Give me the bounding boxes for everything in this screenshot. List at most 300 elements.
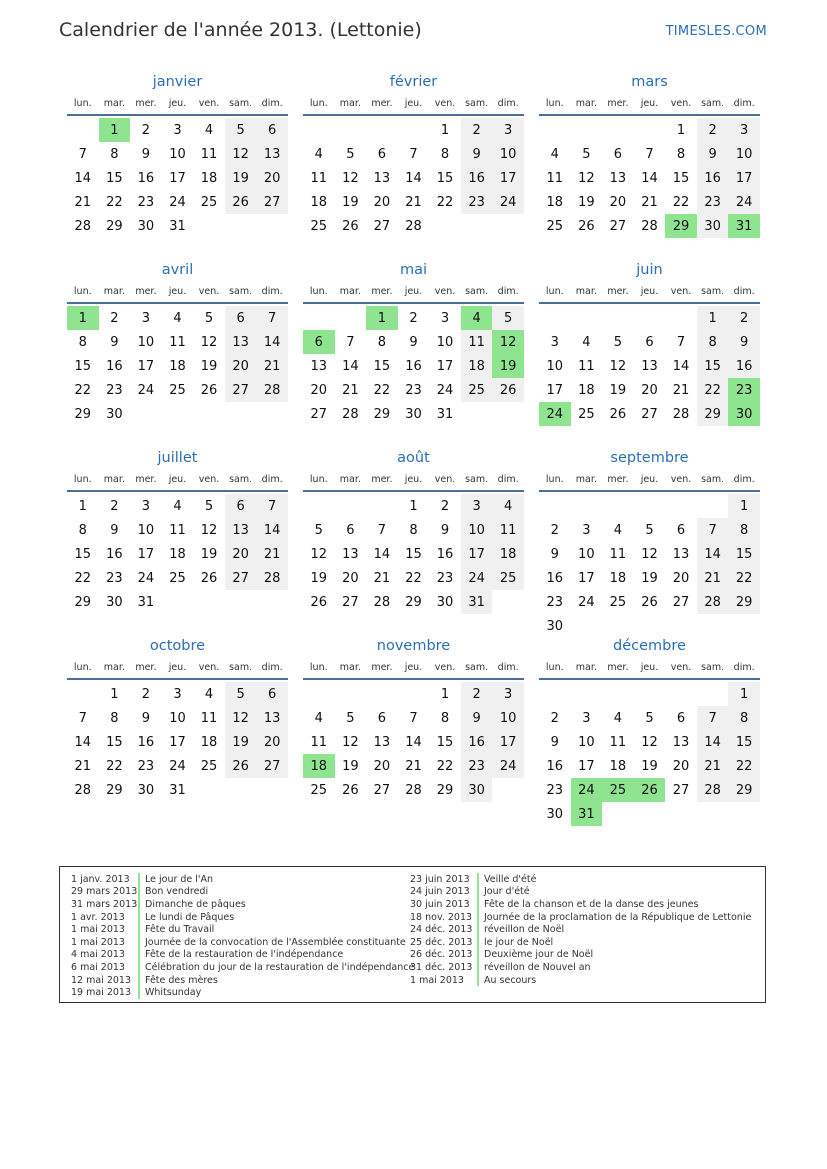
day-cell: 12 [310, 546, 328, 562]
day-cell: 27 [225, 566, 257, 590]
day-grid [539, 118, 760, 238]
weekday-header [67, 468, 288, 492]
day-cell: 19 [342, 194, 359, 210]
day-cell: 6 [225, 494, 257, 518]
day-cell: 3 [173, 122, 182, 138]
empty-cell [571, 118, 603, 142]
legend-marker [477, 961, 479, 974]
holiday-day-cell: 24 [539, 402, 571, 426]
day-cell: 15 [436, 734, 454, 750]
day-cell: 11 [578, 358, 595, 374]
day-cell: 5 [613, 334, 623, 350]
day-cell: 3 [492, 118, 524, 142]
day-cell: 5 [204, 310, 214, 326]
holiday-day-cell: 26 [634, 778, 666, 802]
day-cell: 29 [74, 406, 92, 422]
legend-marker [477, 886, 479, 899]
day-cell: 25 [310, 218, 328, 234]
day-cell: 25 [169, 382, 186, 398]
month-calendar [67, 260, 288, 448]
weekday-label: mer. [135, 98, 157, 109]
day-cell: 20 [672, 570, 690, 586]
empty-cell [67, 682, 99, 706]
weekday-label: dim. [733, 286, 755, 297]
holiday-day-cell: 29 [665, 214, 697, 238]
weekday-label: lun. [309, 662, 328, 673]
day-cell: 14 [342, 358, 359, 374]
day-cell: 16 [436, 546, 454, 562]
day-cell: 13 [373, 170, 391, 186]
day-cell: 19 [578, 194, 595, 210]
empty-cell [697, 494, 729, 518]
weekday-label: ven. [670, 662, 692, 673]
legend-holiday-name: Célébration du jour de la restauration de l'indépendance [145, 961, 415, 973]
month-calendar [67, 448, 288, 636]
holiday-day-cell: 23 [728, 378, 760, 402]
month-calendar [303, 260, 524, 448]
day-cell: 26 [609, 406, 627, 422]
legend-row [71, 986, 414, 999]
day-cell: 14 [405, 734, 422, 750]
legend-row [410, 949, 751, 962]
weekday-label: sam. [701, 98, 725, 109]
weekday-label: mar. [103, 286, 125, 297]
day-cell: 16 [461, 730, 493, 754]
empty-cell [602, 118, 634, 142]
empty-cell [571, 682, 603, 706]
weekday-label: mer. [371, 98, 393, 109]
month-name: octobre [149, 638, 206, 654]
day-cell: 27 [256, 190, 288, 214]
day-cell: 14 [405, 170, 422, 186]
month-name: novembre [376, 638, 451, 654]
legend-date: 6 mai 2013 [71, 961, 125, 973]
legend-date: 26 déc. 2013 [410, 949, 473, 961]
day-cell: 11 [200, 146, 218, 162]
weekday-label: mar. [339, 98, 361, 109]
day-cell: 12 [641, 546, 658, 562]
holiday-day-cell: 19 [492, 354, 524, 378]
holiday-day-cell: 31 [728, 214, 760, 238]
legend-row [71, 873, 414, 886]
day-cell: 15 [697, 354, 729, 378]
day-cell: 3 [141, 498, 151, 514]
legend-date: 31 déc. 2013 [410, 961, 473, 973]
day-cell: 22 [106, 758, 123, 774]
day-cell: 28 [405, 218, 422, 234]
legend-row [71, 886, 414, 899]
holiday-day-cell: 12 [492, 330, 524, 354]
day-cell: 5 [346, 146, 355, 162]
month-name: mars [631, 74, 668, 90]
day-cell: 22 [697, 378, 729, 402]
weekday-label: jeu. [640, 286, 659, 297]
legend-date: 25 déc. 2013 [410, 936, 473, 948]
legend-marker [477, 898, 479, 911]
weekday-label: jeu. [640, 474, 659, 485]
day-cell: 7 [676, 334, 686, 350]
weekday-label: mar. [103, 474, 125, 485]
legend-holiday-name: Bon vendredi [145, 886, 209, 898]
page-title: Calendrier de l'année 2013. (Lettonie) [59, 19, 422, 41]
weekday-label: mar. [339, 662, 361, 673]
legend-holiday-name: Fête des mères [145, 974, 218, 986]
day-cell: 20 [342, 570, 359, 586]
weekday-label: dim. [261, 98, 283, 109]
day-cell: 10 [436, 334, 454, 350]
empty-cell [335, 306, 367, 330]
day-cell: 18 [546, 194, 564, 210]
weekday-label: ven. [434, 474, 456, 485]
weekday-label: ven. [198, 286, 220, 297]
day-cell: 8 [110, 710, 119, 726]
day-cell: 25 [200, 194, 218, 210]
month-calendar [303, 448, 524, 636]
weekday-label: mer. [135, 662, 157, 673]
day-cell: 23 [697, 190, 729, 214]
day-cell: 22 [436, 194, 454, 210]
day-cell: 10 [169, 710, 186, 726]
weekday-label: jeu. [168, 286, 187, 297]
day-cell: 8 [676, 146, 686, 162]
day-cell: 8 [697, 330, 729, 354]
day-cell: 15 [436, 170, 454, 186]
day-cell: 5 [645, 710, 654, 726]
legend-holiday-name: Dimanche de pâques [145, 898, 246, 910]
weekday-header [67, 656, 288, 680]
legend-date: 24 déc. 2013 [410, 924, 473, 936]
day-cell: 6 [256, 682, 288, 706]
weekday-label: sam. [465, 474, 489, 485]
day-cell: 13 [672, 734, 690, 750]
legend-date: 31 mars 2013 [71, 898, 138, 910]
day-cell: 8 [377, 334, 387, 350]
day-cell: 1 [110, 686, 119, 702]
day-cell: 30 [546, 618, 564, 634]
month-name: mai [399, 262, 428, 278]
day-cell: 8 [78, 334, 87, 350]
day-cell: 2 [461, 118, 493, 142]
day-cell: 29 [405, 594, 422, 610]
legend-holiday-name: Fête de la chanson et de la danse des jeunes [484, 898, 699, 910]
empty-cell [303, 682, 335, 706]
day-cell: 29 [106, 782, 123, 798]
day-cell: 18 [578, 382, 595, 398]
day-cell: 16 [137, 170, 155, 186]
day-grid [303, 494, 524, 614]
legend-marker [477, 974, 479, 987]
legend-date: 1 janv. 2013 [71, 873, 130, 885]
legend-marker [138, 911, 140, 924]
day-cell: 12 [200, 522, 218, 538]
day-cell: 7 [256, 306, 288, 330]
weekday-label: sam. [229, 474, 253, 485]
day-cell: 10 [461, 518, 493, 542]
day-cell: 29 [373, 406, 391, 422]
day-cell: 3 [728, 118, 760, 142]
day-cell: 16 [461, 166, 493, 190]
day-cell: 21 [697, 754, 729, 778]
day-cell: 22 [405, 570, 422, 586]
legend-row [410, 974, 751, 987]
day-cell: 28 [256, 566, 288, 590]
weekday-header [303, 280, 524, 304]
day-cell: 18 [169, 358, 186, 374]
weekday-label: lun. [545, 474, 564, 485]
weekday-label: ven. [434, 662, 456, 673]
legend-date: 30 juin 2013 [410, 898, 470, 910]
day-cell: 19 [200, 358, 218, 374]
day-cell: 10 [492, 142, 524, 166]
empty-cell [335, 494, 367, 518]
day-cell: 28 [697, 778, 729, 802]
day-cell: 25 [461, 378, 493, 402]
weekday-header [303, 468, 524, 492]
day-cell: 19 [342, 758, 359, 774]
weekday-label: mer. [135, 474, 157, 485]
day-cell: 24 [461, 566, 493, 590]
day-cell: 4 [204, 122, 214, 138]
day-cell: 20 [373, 194, 391, 210]
day-cell: 23 [546, 782, 564, 798]
month-calendar [67, 72, 288, 260]
day-cell: 3 [461, 494, 493, 518]
empty-cell [634, 118, 666, 142]
day-cell: 5 [225, 118, 257, 142]
empty-cell [303, 494, 335, 518]
day-cell: 1 [676, 122, 686, 138]
day-cell: 4 [204, 686, 214, 702]
day-cell: 20 [310, 382, 328, 398]
day-cell: 7 [78, 146, 87, 162]
legend-holiday-name: Fête de la restauration de l'indépendance [145, 949, 344, 961]
day-cell: 13 [373, 734, 391, 750]
legend-marker [477, 873, 479, 886]
day-cell: 9 [728, 330, 760, 354]
day-cell: 1 [728, 682, 760, 706]
weekday-label: dim. [261, 662, 283, 673]
day-cell: 28 [672, 406, 690, 422]
day-cell: 23 [106, 570, 123, 586]
day-cell: 24 [436, 382, 454, 398]
weekday-label: mer. [371, 662, 393, 673]
empty-cell [366, 682, 398, 706]
weekday-label: dim. [261, 286, 283, 297]
day-cell: 22 [74, 382, 92, 398]
site-link[interactable]: TIMESLES.COM [665, 24, 767, 39]
day-cell: 1 [697, 306, 729, 330]
day-cell: 17 [137, 546, 155, 562]
day-cell: 10 [137, 522, 155, 538]
weekday-label: jeu. [168, 98, 187, 109]
day-cell: 17 [436, 358, 454, 374]
weekday-label: dim. [733, 474, 755, 485]
day-cell: 18 [492, 542, 524, 566]
empty-cell [602, 306, 634, 330]
day-grid [67, 118, 288, 238]
day-cell: 21 [74, 758, 92, 774]
day-cell: 7 [78, 710, 87, 726]
empty-cell [571, 306, 603, 330]
day-cell: 13 [225, 518, 257, 542]
day-cell: 16 [137, 734, 155, 750]
day-cell: 4 [314, 710, 323, 726]
day-cell: 13 [256, 142, 288, 166]
weekday-label: ven. [670, 474, 692, 485]
month-name: septembre [610, 450, 689, 466]
day-cell: 24 [169, 758, 186, 774]
day-cell: 24 [137, 570, 155, 586]
day-cell: 21 [672, 382, 690, 398]
weekday-label: ven. [434, 98, 456, 109]
legend-marker [477, 936, 479, 949]
month-name: avril [161, 262, 194, 278]
day-cell: 26 [641, 594, 658, 610]
month-calendar [539, 448, 760, 636]
day-cell: 22 [728, 754, 760, 778]
day-cell: 13 [256, 706, 288, 730]
day-cell: 6 [256, 118, 288, 142]
legend-date: 23 juin 2013 [410, 873, 470, 885]
day-cell: 28 [641, 218, 658, 234]
day-cell: 9 [550, 734, 559, 750]
day-cell: 6 [613, 146, 623, 162]
day-cell: 8 [440, 710, 450, 726]
legend-holiday-name: Jour d'été [484, 886, 530, 898]
day-cell: 23 [137, 194, 155, 210]
day-cell: 4 [582, 334, 591, 350]
day-cell: 2 [141, 122, 151, 138]
day-cell: 24 [492, 754, 524, 778]
legend-holiday-name: Journée de la proclamation de la République de Lettonie [484, 911, 752, 923]
day-cell: 24 [137, 382, 155, 398]
day-cell: 28 [256, 378, 288, 402]
weekday-label: dim. [733, 662, 755, 673]
day-cell: 16 [546, 758, 564, 774]
holiday-day-cell: 1 [67, 306, 99, 330]
day-cell: 20 [672, 758, 690, 774]
day-cell: 2 [550, 522, 559, 538]
day-cell: 10 [492, 706, 524, 730]
day-cell: 11 [492, 518, 524, 542]
day-cell: 1 [440, 122, 450, 138]
day-cell: 25 [578, 406, 595, 422]
day-cell: 13 [641, 358, 658, 374]
month-calendar [303, 636, 524, 824]
legend-holiday-name: Au secours [484, 974, 537, 986]
day-cell: 3 [582, 522, 591, 538]
day-cell: 29 [728, 590, 760, 614]
month-calendar [303, 72, 524, 260]
day-cell: 30 [405, 406, 422, 422]
day-cell: 22 [74, 570, 92, 586]
day-cell: 15 [728, 730, 760, 754]
weekday-label: ven. [434, 286, 456, 297]
empty-cell [303, 306, 335, 330]
weekday-label: jeu. [404, 286, 423, 297]
day-cell: 14 [74, 734, 92, 750]
month-name: août [397, 450, 430, 466]
legend-holiday-name: Whitsunday [145, 987, 202, 999]
day-cell: 30 [461, 778, 493, 802]
day-cell: 10 [546, 358, 564, 374]
month-name: juin [636, 262, 663, 278]
day-grid [539, 306, 760, 426]
day-cell: 2 [110, 498, 119, 514]
day-cell: 3 [440, 310, 450, 326]
day-cell: 1 [78, 498, 87, 514]
empty-cell [634, 682, 666, 706]
empty-cell [539, 306, 571, 330]
day-cell: 10 [578, 546, 595, 562]
weekday-label: sam. [701, 662, 725, 673]
day-cell: 13 [342, 546, 359, 562]
day-cell: 29 [728, 778, 760, 802]
legend-holiday-name: le jour de Noël [484, 936, 554, 948]
day-cell: 2 [110, 310, 119, 326]
weekday-label: jeu. [640, 662, 659, 673]
weekday-label: mar. [339, 286, 361, 297]
day-cell: 3 [173, 686, 182, 702]
holiday-day-cell: 4 [461, 306, 493, 330]
day-cell: 27 [609, 218, 627, 234]
day-cell: 15 [373, 358, 391, 374]
legend-column-right [410, 873, 751, 986]
day-cell: 25 [200, 758, 218, 774]
day-cell: 5 [225, 682, 257, 706]
legend-row [71, 949, 414, 962]
day-cell: 29 [106, 218, 123, 234]
day-cell: 11 [200, 710, 218, 726]
day-cell: 23 [405, 382, 422, 398]
day-cell: 21 [256, 542, 288, 566]
day-cell: 21 [697, 566, 729, 590]
day-cell: 20 [641, 382, 658, 398]
weekday-label: sam. [229, 662, 253, 673]
day-cell: 20 [256, 166, 288, 190]
day-cell: 1 [409, 498, 418, 514]
day-cell: 31 [436, 406, 454, 422]
day-cell: 7 [346, 334, 355, 350]
day-cell: 23 [546, 594, 564, 610]
day-cell: 19 [310, 570, 328, 586]
weekday-header [539, 280, 760, 304]
day-cell: 30 [106, 406, 123, 422]
day-cell: 11 [609, 734, 627, 750]
day-cell: 18 [609, 758, 627, 774]
weekday-header [303, 92, 524, 116]
weekday-label: dim. [497, 662, 519, 673]
day-cell: 8 [78, 522, 87, 538]
weekday-label: jeu. [640, 98, 659, 109]
day-cell: 3 [141, 310, 151, 326]
weekday-label: jeu. [404, 474, 423, 485]
day-cell: 26 [225, 190, 257, 214]
day-cell: 17 [137, 358, 155, 374]
empty-cell [539, 682, 571, 706]
day-cell: 2 [409, 310, 418, 326]
empty-cell [335, 118, 367, 142]
holiday-day-cell: 24 [571, 778, 603, 802]
day-cell: 3 [550, 334, 559, 350]
day-cell: 5 [314, 522, 323, 538]
day-cell: 27 [373, 782, 391, 798]
day-cell: 27 [225, 378, 257, 402]
legend-holiday-name: Le jour de l'An [145, 873, 214, 885]
empty-cell [602, 494, 634, 518]
day-cell: 1 [728, 494, 760, 518]
day-cell: 9 [697, 142, 729, 166]
